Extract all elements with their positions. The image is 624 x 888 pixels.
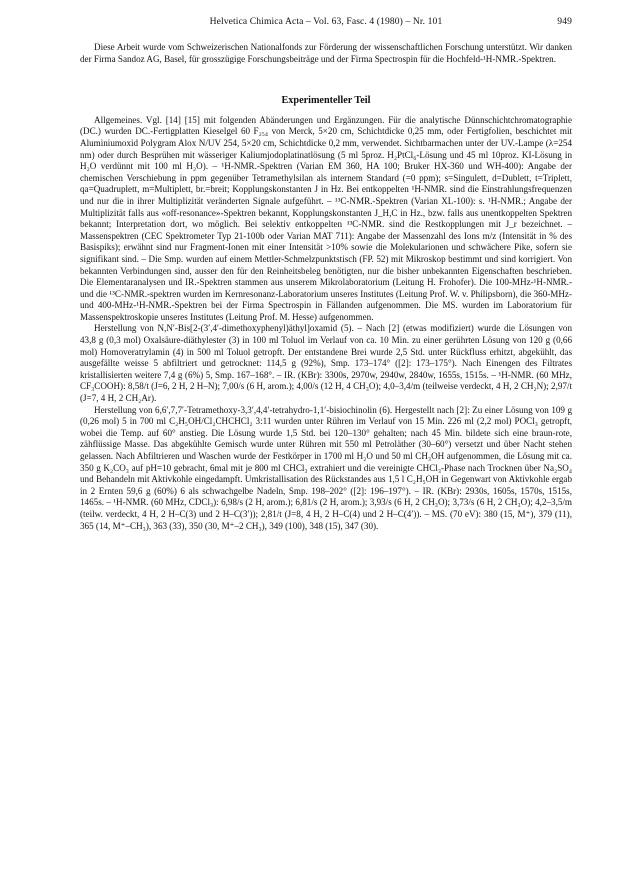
running-header <box>80 16 572 30</box>
running-title: Helvetica Chimica Acta – Vol. 63, Fasc. 4 (1980) – Nr. 101 <box>209 16 443 27</box>
paragraph-bisisoquinoline-synthesis: Herstellung von 6,6′,7,7′-Tetramethoxy-3,3′,4,4′-tetrahydro-1,1′-bisiochinolin (6). Hergestellt nach [2]: Zu einer Lösung von 109 g (0,26 mol) 5 in 700 ml C₂H₅OH/Cl₂CHCHCl₂ 3:11 wurden unter Rühren im Verlauf von 15 Min. 226 ml (2,2 mol) POCl₃ getropft, wobei die Temp. auf 60° anstieg. Die Lösung wurde 1,5 Std. bei 120–130° gehalten; nach 45 Min. bildete sich eine braun-rote, zähflüssige Masse. Das abgekühlte Gemisch wurde unter Rühren mit 550 ml Petroläther (30–60°) versetzt und über Nacht stehen gelassen. Nach Abfiltrieren und Waschen wurde der Festkörper in 1700 ml H₂O und 50 ml CH₃OH aufgenommen, die Lösung mit ca. 350 g K₂CO₃ auf pH=10 gebracht, 6mal mit je 800 ml CHCl₃ extrahiert und die vereinigte CHCl₃-Phase nach Trocknen über Na₂SO₄ und Behandeln mit Aktivkohle eingedampft. Umkristallisation des Rückstandes aus 1,5 l C₂H₅OH in Gegenwart von Aktivkohle ergab in 2 Ernten 59,6 g (60%) 6 als schwachgelbe Nadeln, Smp. 198–202° ([2]: 196–197°). – IR. (KBr): 2930s, 1605s, 1570s, 1515s, 1465s. – ¹H-NMR. (60 MHz, CDCl₃): 6,98/s (2 H, arom.); 6,81/s (2 H, arom.); 3,93/s (6 H, 2 CH₃O); 3,73/s (6 H, 2 CH₃O); 4,2–3,5/m (teilw. verdeckt, 4 H, 2 H–C(3) und 2 H–C(3′)); 2,81/t (J=8, 4 H, 2 H–C(4) und 2 H–C(4′)). – MS. (70 eV): 380 (15, M⁺), 379 (11), 365 (14, M⁺–CH₃), 363 (33), 350 (30, M⁺–2 CH₃), 349 (100), 348 (15), 347 (30). <box>80 404 572 531</box>
main-text <box>80 42 572 532</box>
paragraph-oxamide-synthesis: Herstellung von N,N′-Bis[2-(3′,4′-dimethoxyphenyl)äthyl]oxamid (5). – Nach [2] (etwas modifiziert) wurde die Lösungen von 43,8 g (0,3 mol) Oxalsäure-diäthylester (3) in 100 ml Toluol im Verlauf von ca. 10 Min. zu einer gerührten Lösung von 120 g (0,66 mol) Homoveratrylamin (4) in 500 ml Toluol getropft. Der entstandene Brei wurde 2,5 Std. unter Rückfluss erhitzt, abgekühlt, das ausgefällte weisse 5 abfiltriert und getrocknet: 114,5 g (92%), Smp. 173–174° ([2]: 173–175°). Nach Einengen des Filtrates kristallisierten weitere 7,4 g (6%) 5, Smp. 167–168°. – IR. (KBr): 3300s, 2970w, 2940w, 2840w, 1655s, 1515s. – ¹H-NMR. (60 MHz, CF₃COOH): 8,58/t (J=6, 2 H, 2 H–N); 7,00/s (6 H, arom.); 4,00/s (12 H, 4 CH₃O); 4,0–3,4/m (teilweise verdeckt, 4 H, 2 CH₂N); 2,97/t (J=7, 4 H, 2 CH₂Ar). <box>80 323 572 404</box>
section-title: Experimenteller Teil <box>281 95 371 107</box>
page-number: 949 <box>557 16 572 27</box>
paragraph-general: Allgemeines. Vgl. [14] [15] mit folgenden Abänderungen und Ergänzungen. Für die analytische Dünnschichtchromatographie (DC.) wurden DC.-Fertigplatten Kieselgel 60 F₂₅₄ von Merck, 5×20 cm, Schichtdicke 0,25 mm, oder Fertigfolien, beschichtet mit Aluminiumoxid Polygram Alox N/UV 254, 5×20 cm, Schichtdicke 0,2 mm, verwendet. Sichtbarmachen unter der UV.-Lampe (λ=254 nm) oder durch Besprühen mit wässeriger Kaliumjodoplatinatlösung (5 ml 5proz. H₂PtCl₆-Lösung und 45 ml 10proz. KI-Lösung in H₂O verdünnt mit 100 ml H₂O). – ¹H-NMR.-Spektren (Varian EM 360, HA 100; Bruker HX-360 und WH-400): Angabe der chemischen Verschiebung in ppm gegenüber Tetramethylsilan als internem Standard (=0 ppm); s=Singulett, d=Dublett, t=Triplett, qa=Quadruplett, m=Multiplett, br.=breit; Kopplungskonstanten J in Hz. Bei entkoppelten ¹H-NMR. sind die Einstrahlungsfrequenzen und nur die in ihrer Multiplizität veränderten Signale aufgeführt. – ¹³C-NMR.-Spektren (Varian XL-100): s. ¹H-NMR.; Angabe der Multiplizität falls aus «off-resonance»-Spektren bekannt, Kopplungskonstanten J_H,C in Hz., bzw. falls aus unentkoppelten Spektren bekannt; Interpretation dort, wo möglich. Bei selektiv entkoppelten ¹³C-NMR. sind die Restkopplungen mit J_r bezeichnet. – Massenspektren (CEC Spektrometer Typ 21-100b oder Varian MAT 711): Angabe der Massenzahl des Ions m/z (Intensität in % des Basispiks); erwähnt sind nur Fragment-Ionen mit einer Intensität >10% sowie die Molekularionen und schwächere Pike, sofern sie signifikant sind. – Die Smp. wurden auf einem Mettler-Schmelzpunktstisch (FP. 52) mit Mikroskop bestimmt und sind korrigiert. Von bekannten Verbindungen sind, ausser den für den Reinheitsbeleg benötigten, nur die bisher unbekannten Eigenschaften beschrieben. Die Elementaranalysen und IR.-Spektren stammen aus unserem Mikrolaboratorium (Leitung H. Frohofer). Die 100-MHz-¹H-NMR.- und die ¹³C-NMR.-spektren wurden im Kernresonanz-Laboratorium unseres Institutes (Leitung Prof. W. v. Philipsborn), die 360-MHz- und 400-MHz-¹H-NMR.-Spektren bei der Firma Spectrospin in Fällanden aufgenommen. Die MS. wurden im Laboratorium für Massenspektroskopie unseres Institutes (Leitung Prof. M. Hesse) aufgenommen. <box>80 114 572 322</box>
acknowledgement: Diese Arbeit wurde vom Schweizerischen Nationalfonds zur Förderung der wissenschaftlichen Forschung unterstützt. Wir danken der Firma Sandoz AG, Basel, für grosszügige Forschungsbeiträge und der Firma Spectrospin für die Hochfeld-¹H-NMR.-Spektren. <box>80 42 572 64</box>
